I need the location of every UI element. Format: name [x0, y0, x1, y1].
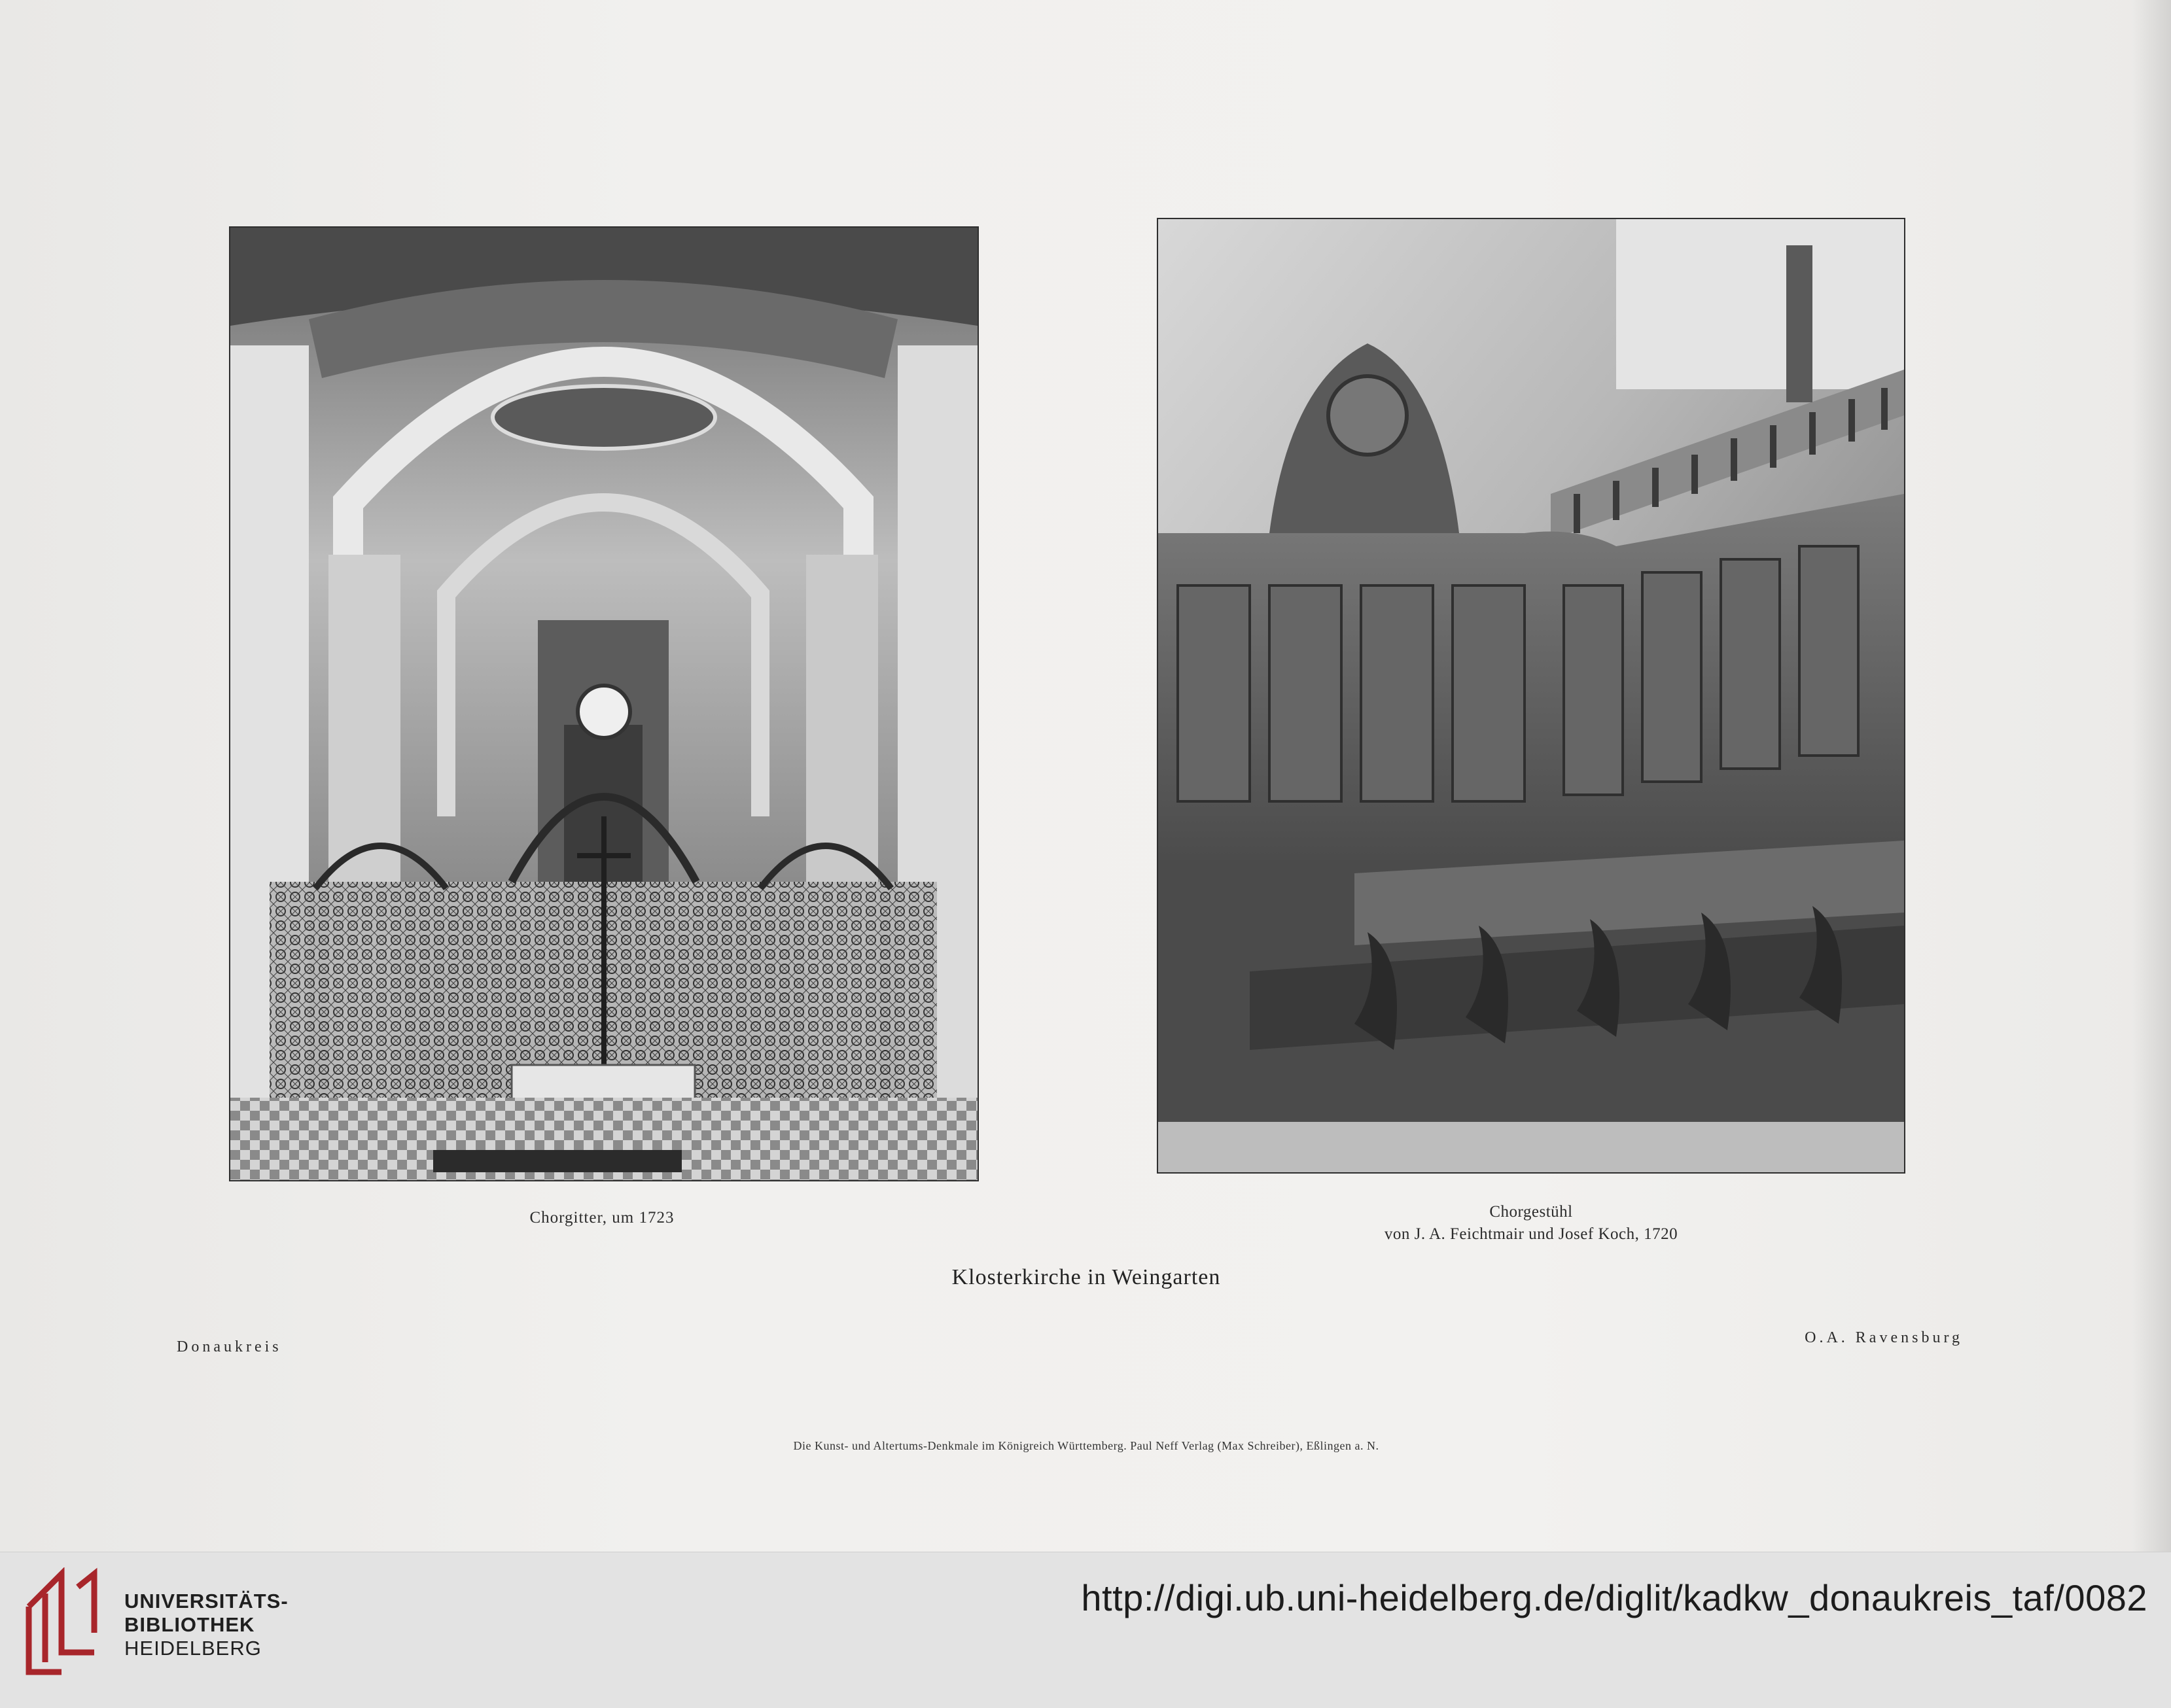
choir-stalls-image — [1158, 219, 1904, 1172]
caption-choir-stalls-line1: Chorgestühl — [1489, 1203, 1573, 1221]
choir-screen-image — [230, 228, 978, 1180]
photo-choir-stalls — [1157, 218, 1905, 1174]
photo-choir-screen — [229, 226, 979, 1181]
region-label-right: O.A. Ravensburg — [1805, 1329, 1963, 1346]
source-url-link[interactable]: http://digi.ub.uni-heidelberg.de/diglit/kadkw_donaukreis_taf/0082 — [1081, 1577, 2147, 1618]
caption-choir-stalls — [1335, 1201, 1727, 1246]
library-name-line3: HEIDELBERG — [124, 1637, 262, 1660]
library-name — [124, 1590, 289, 1660]
library-name-line2: BIBLIOTHEK — [124, 1613, 255, 1636]
caption-choir-screen: Chorgitter, um 1723 — [529, 1209, 675, 1227]
plate-title: Klosterkirche in Weingarten — [951, 1265, 1221, 1289]
publisher-line: Die Kunst- und Altertums-Denkmale im Königreich Württemberg. Paul Neff Verlag (Max Schreiber), Eßlingen a. N. — [793, 1439, 1379, 1452]
library-logo-icon — [22, 1567, 107, 1679]
page-shadow-edge — [2132, 0, 2171, 1552]
footer-bar — [0, 1552, 2171, 1708]
region-label-left: Donaukreis — [177, 1338, 282, 1355]
caption-choir-stalls-line2: von J. A. Feichtmair und Josef Koch, 1720 — [1384, 1225, 1678, 1243]
library-name-line1: UNIVERSITÄTS- — [124, 1590, 289, 1612]
